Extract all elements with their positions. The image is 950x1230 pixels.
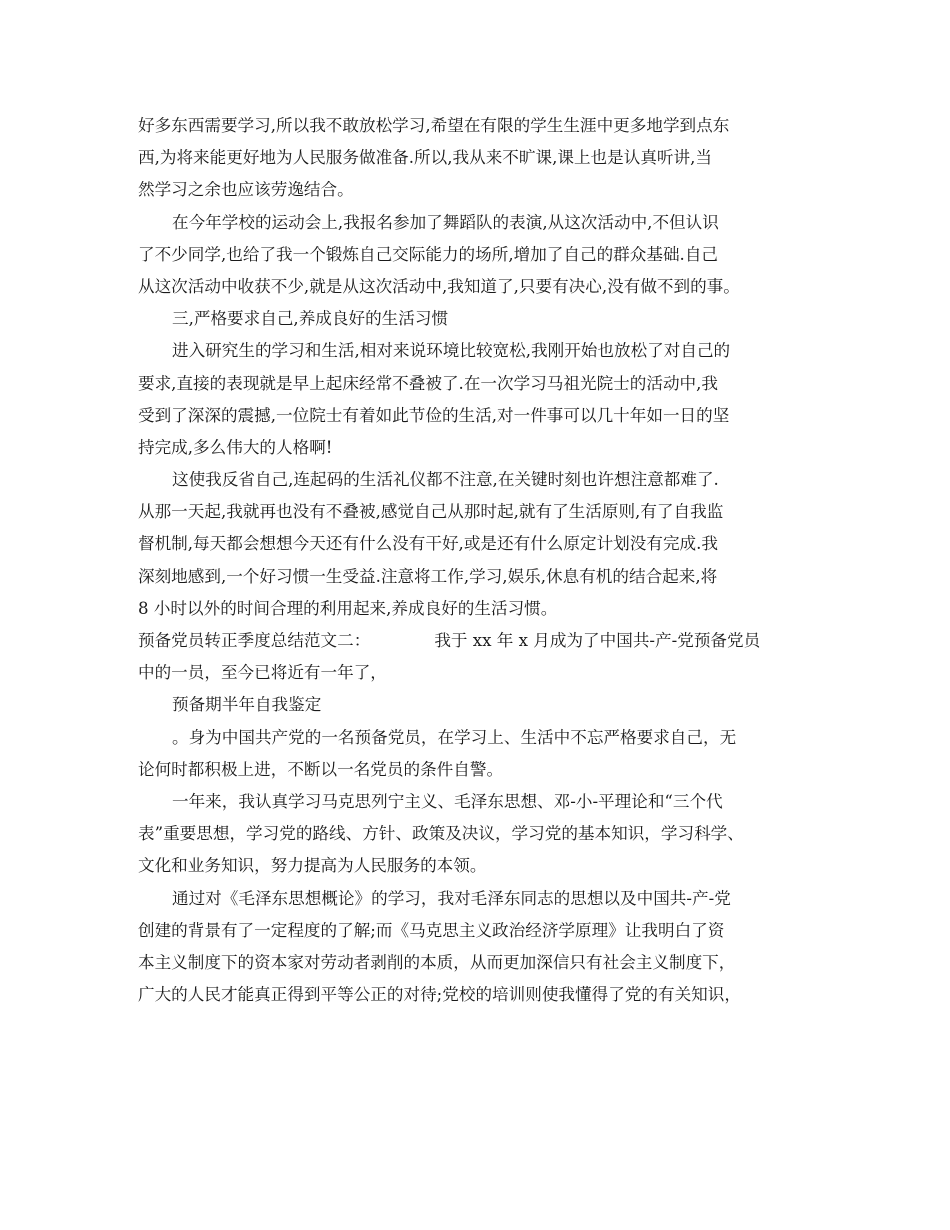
text-line: 督机制,每天都会想想今天还有什么没有干好,或是还有什么原定计划没有完成.我 [138, 534, 719, 554]
text-line: 表”重要思想，学习党的路线、方针、政策及决议，学习党的基本知识，学习科学、 [138, 824, 744, 844]
text-line: 中的一员，至今已将近有一年了， [138, 663, 387, 683]
text-line: 深刻地感到,一个好习惯一生受益.注意将工作,学习,娱乐,休息有机的结合起来,将 [138, 566, 718, 586]
text-line: 要求,直接的表现就是早上起床经常不叠被了.在一次学习马祖光院士的活动中,我 [138, 373, 719, 393]
article-heading: 预备党员转正季度总结范文二： [138, 631, 371, 650]
document-body [138, 110, 828, 1011]
subheading: 预备期半年自我鉴定 [172, 695, 322, 715]
text-line: 西,为将来能更好地为人民服务做准备.所以,我从来不旷课,课上也是认真听讲,当 [138, 148, 712, 168]
text-line: 本主义制度下的资本家对劳动者剥削的本质，从而更加深信只有社会主义制度下， [138, 952, 736, 972]
section-heading: 三,严格要求自己,养成良好的生活习惯 [172, 309, 449, 329]
text-line: 创建的背景有了一定程度的了解;而《马克思主义政治经济学原理》让我明白了资 [138, 920, 725, 940]
text-line: 文化和业务知识，努力提高为人民服务的本领。 [138, 856, 487, 876]
text-line: 。身为中国共产党的一名预备党员，在学习上、生活中不忘严格要求自己，无 [172, 727, 737, 747]
text-line: 论何时都积极上进，不断以一名党员的条件自警。 [138, 759, 504, 779]
text-line: 了不少同学,也给了我一个锻炼自己交际能力的场所,增加了自己的群众基础.自己 [138, 244, 719, 264]
text-line: 这使我反省自己,连起码的生活礼仪都不注意,在关键时刻也许想注意都难了. [172, 470, 719, 490]
text-line: 从这次活动中收获不少,就是从这次活动中,我知道了,只要有决心,没有做不到的事。 [138, 276, 740, 296]
text-line: 通过对《毛泽东思想概论》的学习，我对毛泽东同志的思想以及中国共-产-党 [172, 888, 731, 908]
text-line: 然学习之余也应该劳逸结合。 [138, 180, 354, 200]
text-line: 从那一天起,我就再也没有不叠被,感觉自己从那时起,就有了生活原则,有了自我监 [138, 502, 724, 522]
text-line: 进入研究生的学习和生活,相对来说环境比较宽松,我刚开始也放松了对自己的 [172, 341, 731, 361]
text-line: 好多东西需要学习,所以我不敢放松学习,希望在有限的学生生涯中更多地学到点东 [138, 116, 730, 135]
text-line: 受到了深深的震撼,一位院士有着如此节俭的生活,对一件事可以几十年如一日的坚 [138, 405, 730, 425]
lead-text: 我于 xx 年 x 月成为了中国共-产-党预备党员 [434, 631, 761, 650]
text-line: 广大的人民才能真正得到平等公正的对待;党校的培训则使我懂得了党的有关知识， [138, 985, 741, 1005]
text-line: 在今年学校的运动会上,我报名参加了舞蹈队的表演,从这次活动中,不但认识 [172, 212, 719, 232]
text-line: 一年来，我认真学习马克思列宁主义、毛泽东思想、邓-小-平理论和“三个代 [172, 791, 723, 811]
text-line: 8 小时以外的时间合理的利用起来,养成良好的生活习惯。 [138, 598, 558, 618]
text-line: 持完成,多么伟大的人格啊! [138, 437, 333, 457]
heading-line [138, 625, 828, 657]
